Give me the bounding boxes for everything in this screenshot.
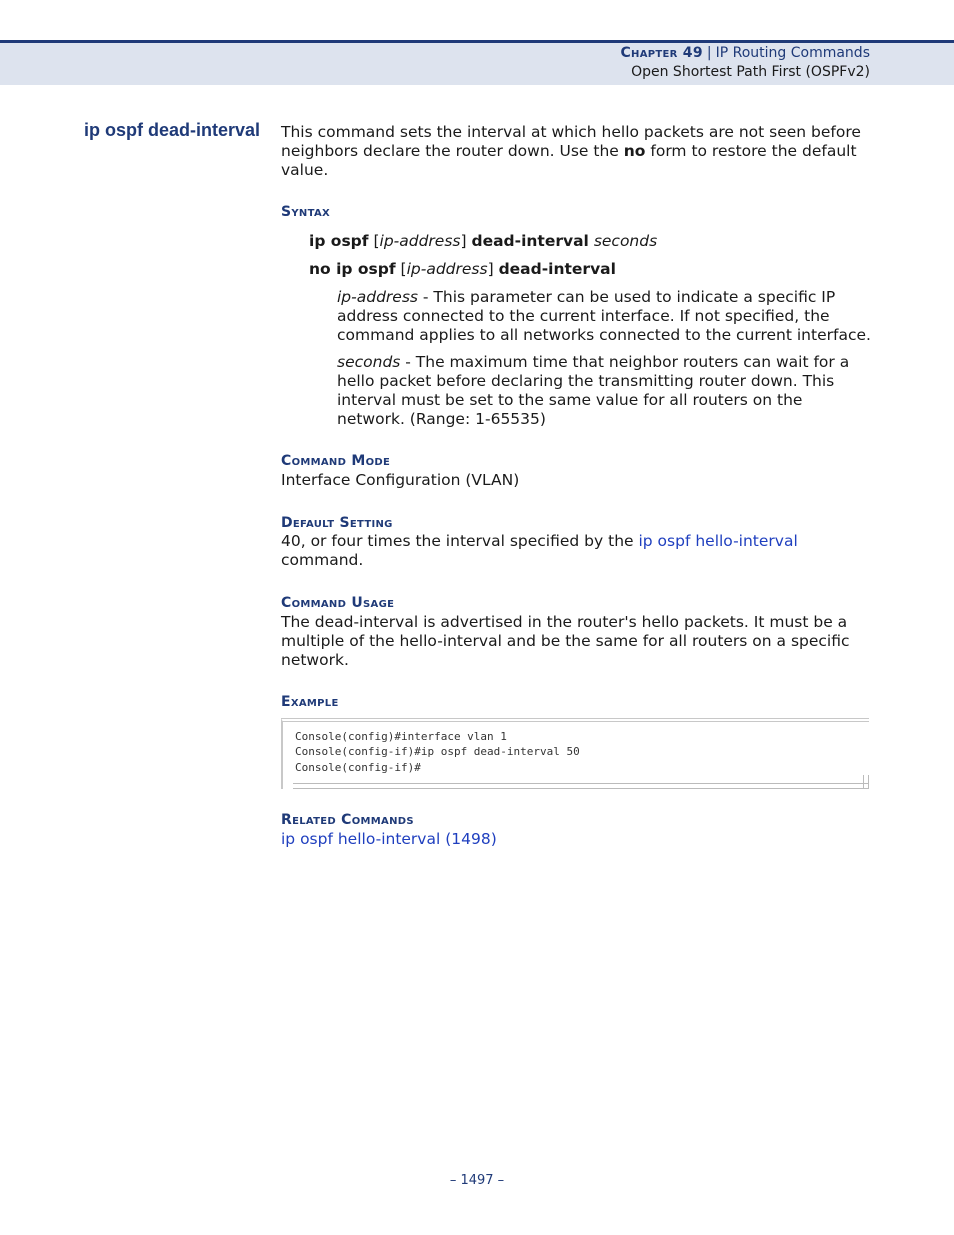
section-title: Open Shortest Path First (OSPFv2): [631, 64, 870, 80]
header-separator: |: [706, 45, 712, 61]
command-mode-heading: Command Mode: [281, 453, 391, 469]
code-line: Console(config-if)#: [295, 761, 421, 774]
syntax-line-1: ip ospf [ip-address] dead-interval seconds: [309, 232, 658, 250]
related-commands-heading: Related Commands: [281, 812, 414, 828]
chapter-heading: [620, 45, 870, 61]
chapter-label: Chapter 49: [620, 45, 703, 61]
param-ip-address: ip-address - This parameter can be used to indicate a specific IP address connected to the current interface. If not specified, the command applies to all networks connected to the current interface.: [337, 288, 871, 344]
param-seconds: seconds - The maximum time that neighbor routers can wait for a hello packet before declaring the transmitting router down. This interval must be set to the same value for all routers on the network. (Range: 1-65535): [337, 353, 850, 428]
command-usage-heading: Command Usage: [281, 595, 395, 611]
default-setting-text: 40, or four times the interval specified by the ip ospf hello-interval command.: [281, 532, 798, 569]
syntax-line-2: no ip ospf [ip-address] dead-interval: [309, 260, 616, 278]
command-title: ip ospf dead-interval: [84, 120, 261, 140]
chapter-title: IP Routing Commands: [715, 45, 870, 61]
no-keyword: no: [623, 142, 646, 160]
hello-interval-link[interactable]: ip ospf hello-interval: [638, 532, 798, 550]
page-number: – 1497 –: [449, 1173, 505, 1188]
default-setting-heading: Default Setting: [281, 515, 393, 531]
example-heading: Example: [281, 694, 339, 710]
code-line: Console(config)#interface vlan 1: [295, 730, 507, 743]
code-line: Console(config-if)#ip ospf dead-interval 50: [295, 745, 580, 758]
related-hello-interval-link[interactable]: ip ospf hello-interval (1498): [281, 830, 497, 848]
command-mode-text: Interface Configuration (VLAN): [281, 471, 520, 489]
syntax-heading: Syntax: [281, 204, 330, 220]
command-description: This command sets the interval at which hello packets are not seen before neighbors declare the router down. Use the no form to restore the default value.: [281, 123, 861, 179]
command-usage-text: The dead-interval is advertised in the router's hello packets. It must be a multiple of the hello-interval and be the same for all routers on a specific network.: [281, 613, 850, 669]
example-code-box: [281, 718, 869, 789]
